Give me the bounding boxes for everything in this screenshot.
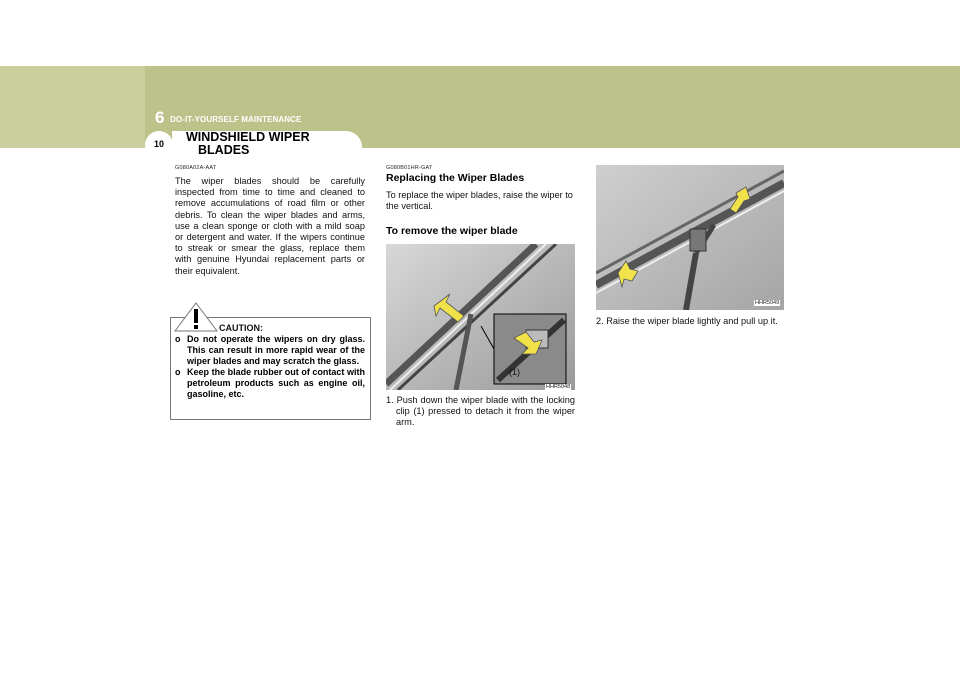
remove-subheading: To remove the wiper blade: [386, 225, 518, 237]
wiper-raise-photo: [596, 165, 784, 310]
warning-triangle-icon: [174, 302, 218, 332]
caution-item-text: Keep the blade rubber out of contact with petroleum products such as engine oil, gasoline, etc.: [187, 367, 365, 399]
figure-code-hhr5048: HHR5048: [546, 384, 571, 390]
section-title: [186, 131, 356, 157]
chapter-number: 6: [155, 108, 165, 127]
step-1-label: 1. Push down the wiper blade with the locking clip (1) pressed to detach it from the wiper arm.: [386, 395, 575, 428]
figure-label-clip: (1): [509, 367, 520, 377]
middle-code: G080B01HR-GAT: [386, 165, 433, 171]
section-title-line1: WINDSHIELD WIPER: [186, 130, 310, 144]
wiper-remove-photo: [386, 244, 575, 390]
replacing-intro: To replace the wiper blades, raise the wiper to the vertical.: [386, 190, 573, 212]
caution-bullet: o: [175, 367, 181, 377]
caution-item: [175, 367, 365, 400]
caution-list: [175, 334, 365, 400]
figure-code-hhr5049: HHR5049: [755, 300, 780, 306]
caution-title: CAUTION:: [219, 323, 263, 333]
replacing-heading: Replacing the Wiper Blades: [386, 172, 525, 184]
step-1-text: [386, 395, 575, 429]
page-number: 10: [153, 139, 164, 149]
caution-item: [175, 334, 365, 367]
step-2-label: 2. Raise the wiper blade lightly and pull up it.: [596, 316, 778, 326]
caution-bullet: o: [175, 334, 181, 344]
chapter-title: DO-IT-YOURSELF MAINTENANCE: [170, 115, 302, 124]
step-2-text: [596, 316, 784, 327]
section-title-line2: BLADES: [198, 143, 250, 157]
left-code: G080A02A-AAT: [175, 165, 217, 171]
caution-item-text: Do not operate the wipers on dry glass. This can result in more rapid wear of the wiper blades and may scratch the glass.: [187, 334, 365, 366]
left-body-text: The wiper blades should be carefully inspected from time to time and cleaned to remove accumulations of road film or other debris. To clean the wiper blades and arms, use a clean sponge or cloth with a mild soap or detergent and water. If the wipers continue to streak or smear the glass, replace them with genuine Hyundai replacement parts or their equivalent.: [175, 176, 365, 276]
